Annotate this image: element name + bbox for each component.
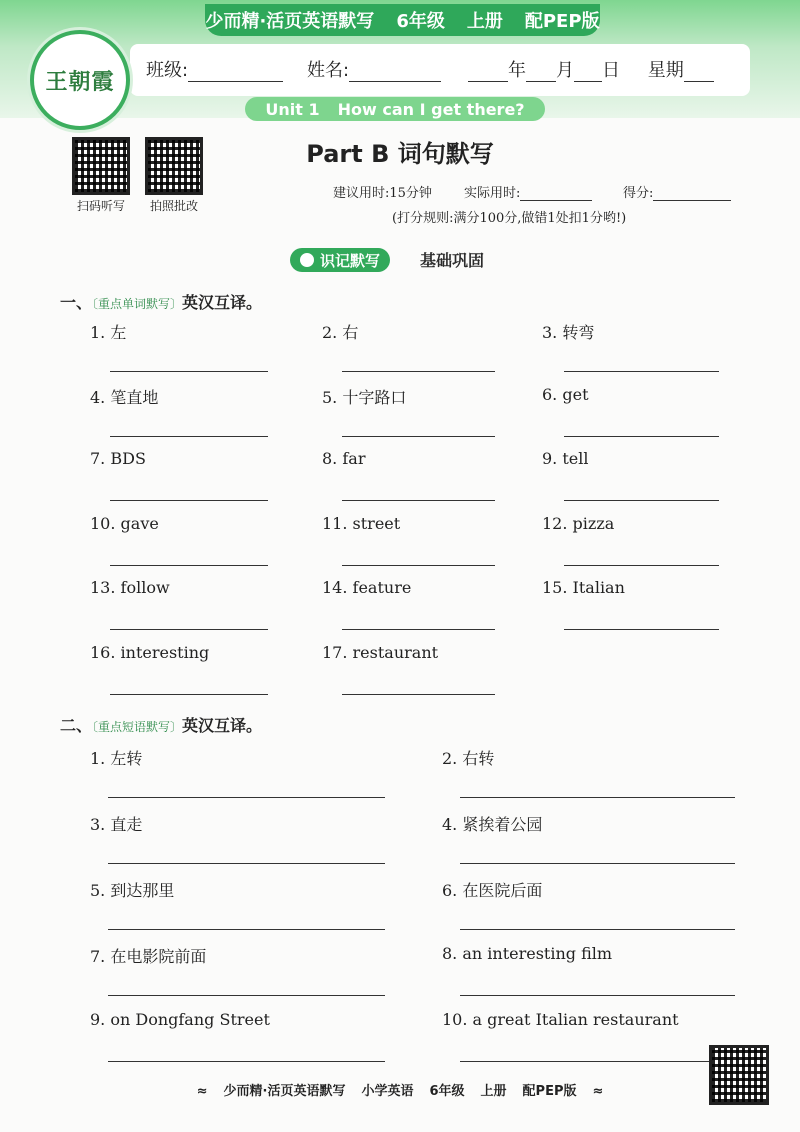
answer-line[interactable]: [110, 629, 268, 630]
actual-time-blank[interactable]: [520, 186, 592, 201]
answer-line[interactable]: [108, 929, 385, 930]
unit-title: How can I get there?: [337, 99, 525, 119]
weekday-blank[interactable]: [684, 63, 714, 82]
answer-line[interactable]: [460, 995, 735, 996]
badge-icon: [300, 253, 314, 267]
phrase-item: 5. 到达那里: [90, 881, 175, 900]
phrase-item: 2. 右转: [442, 749, 495, 768]
class-label: 班级:: [146, 60, 189, 81]
word-item: 11. street: [322, 513, 401, 533]
weekday-label: 星期: [647, 60, 684, 81]
answer-line[interactable]: [108, 863, 385, 864]
page-footer: [0, 1080, 800, 1099]
part2-instruction: 英汉互译。: [182, 716, 263, 735]
name-label: 姓名:: [307, 60, 350, 81]
word-item: 10. gave: [90, 513, 159, 533]
footer-edition: 配PEP版: [522, 1084, 577, 1099]
series-volume: 上册: [466, 11, 503, 32]
word-item: 16. interesting: [90, 642, 210, 662]
part1-badge: 〔重点单词默写〕: [92, 297, 183, 311]
word-item: 9. tell: [542, 449, 589, 468]
answer-line[interactable]: [460, 929, 735, 930]
answer-line[interactable]: [564, 500, 719, 501]
footer-series: 少而精·活页英语默写: [223, 1084, 346, 1099]
answer-line[interactable]: [110, 694, 268, 695]
answer-line[interactable]: [108, 995, 385, 996]
phrase-item: 9. on Dongfang Street: [90, 1010, 270, 1029]
month-blank[interactable]: [526, 63, 556, 82]
series-name: 少而精·活页英语默写: [205, 11, 375, 32]
part1-instruction: 英汉互译。: [182, 293, 263, 312]
answer-line[interactable]: [342, 436, 495, 437]
score-blank[interactable]: [653, 186, 731, 201]
word-item: 17. restaurant: [322, 642, 439, 662]
qr-label-listen: 扫码听写: [76, 199, 125, 213]
answer-line[interactable]: [342, 629, 495, 630]
page-title: Part B 词句默写: [306, 140, 494, 168]
answer-line[interactable]: [564, 565, 719, 566]
score-label: 得分:: [623, 186, 654, 201]
answer-line[interactable]: [110, 565, 268, 566]
part2-badge: 〔重点短语默写〕: [92, 720, 183, 734]
series-edition: 配PEP版: [524, 11, 600, 32]
answer-line[interactable]: [342, 371, 495, 372]
month-label: 月: [556, 60, 574, 81]
footer-wave-right: ≈: [592, 1084, 604, 1099]
part2-number: 二、: [60, 716, 93, 735]
word-item: 5. 十字路口: [322, 387, 407, 407]
answer-line[interactable]: [342, 500, 495, 501]
part1-number: 一、: [60, 293, 93, 312]
word-item: 14. feature: [322, 578, 412, 597]
unit-number: Unit 1: [265, 99, 320, 119]
answer-line[interactable]: [564, 629, 719, 630]
logo-name: 王朝霞: [45, 68, 115, 95]
phrase-item: 1. 左转: [90, 749, 143, 768]
phrase-item: 8. an interesting film: [442, 944, 613, 963]
answer-line[interactable]: [460, 797, 735, 798]
scoring-rule: (打分规则:满分100分,做错1处扣1分哟!): [392, 211, 627, 226]
word-item: 12. pizza: [542, 513, 615, 533]
phrase-item: 7. 在电影院前面: [90, 947, 207, 966]
answer-line[interactable]: [564, 436, 719, 437]
answer-line[interactable]: [108, 797, 385, 798]
part1-heading: [60, 290, 262, 313]
unit-title-bar: [245, 97, 545, 121]
phrase-item: 3. 直走: [90, 815, 143, 834]
year-blank[interactable]: [468, 63, 508, 82]
footer-wave-left: ≈: [196, 1084, 208, 1099]
phrase-item: 4. 紧挨着公园: [442, 815, 543, 834]
answer-line[interactable]: [110, 371, 268, 372]
class-blank[interactable]: [188, 63, 283, 82]
day-blank[interactable]: [574, 63, 602, 82]
word-item: 1. 左: [90, 323, 127, 342]
word-item: 6. get: [542, 384, 589, 404]
class-field[interactable]: [146, 56, 283, 82]
word-item: 2. 右: [322, 323, 359, 342]
part2-heading: [60, 713, 262, 736]
answer-line[interactable]: [110, 436, 268, 437]
answer-line[interactable]: [108, 1061, 385, 1062]
day-label: 日: [602, 60, 620, 81]
footer-grade: 6年级: [429, 1084, 465, 1099]
publisher-logo: [30, 30, 130, 130]
section-pill-label: 识记默写: [320, 251, 381, 270]
score-field[interactable]: [623, 182, 731, 201]
answer-line[interactable]: [460, 863, 735, 864]
year-label: 年: [508, 60, 526, 81]
answer-line[interactable]: [564, 371, 719, 372]
word-item: 13. follow: [90, 578, 170, 597]
answer-line[interactable]: [460, 1061, 735, 1062]
word-item: 4. 笔直地: [90, 387, 159, 407]
footer-subject: 小学英语: [361, 1084, 414, 1099]
word-item: 3. 转弯: [542, 323, 595, 342]
name-blank[interactable]: [349, 63, 441, 82]
date-field[interactable]: [468, 56, 714, 82]
word-item: 7. BDS: [90, 449, 146, 468]
word-item: 8. far: [322, 449, 366, 468]
word-item: 15. Italian: [542, 578, 625, 597]
phrase-item: 6. 在医院后面: [442, 881, 543, 900]
footer-volume: 上册: [480, 1084, 507, 1099]
suggested-time: 建议用时:15分钟: [333, 186, 432, 201]
answer-line[interactable]: [110, 500, 268, 501]
qr-label-grade: 拍照批改: [149, 199, 198, 213]
actual-time-field[interactable]: [464, 182, 592, 201]
name-field[interactable]: [307, 56, 441, 82]
answer-line[interactable]: [342, 565, 495, 566]
series-title-bar: [205, 4, 600, 36]
actual-time-label: 实际用时:: [464, 186, 521, 201]
section-tag: 基础巩固: [420, 251, 485, 270]
series-grade: 6年级: [396, 11, 445, 32]
phrase-item: 10. a great Italian restaurant: [442, 1010, 679, 1029]
section-pill: [290, 248, 390, 272]
answer-line[interactable]: [342, 694, 495, 695]
